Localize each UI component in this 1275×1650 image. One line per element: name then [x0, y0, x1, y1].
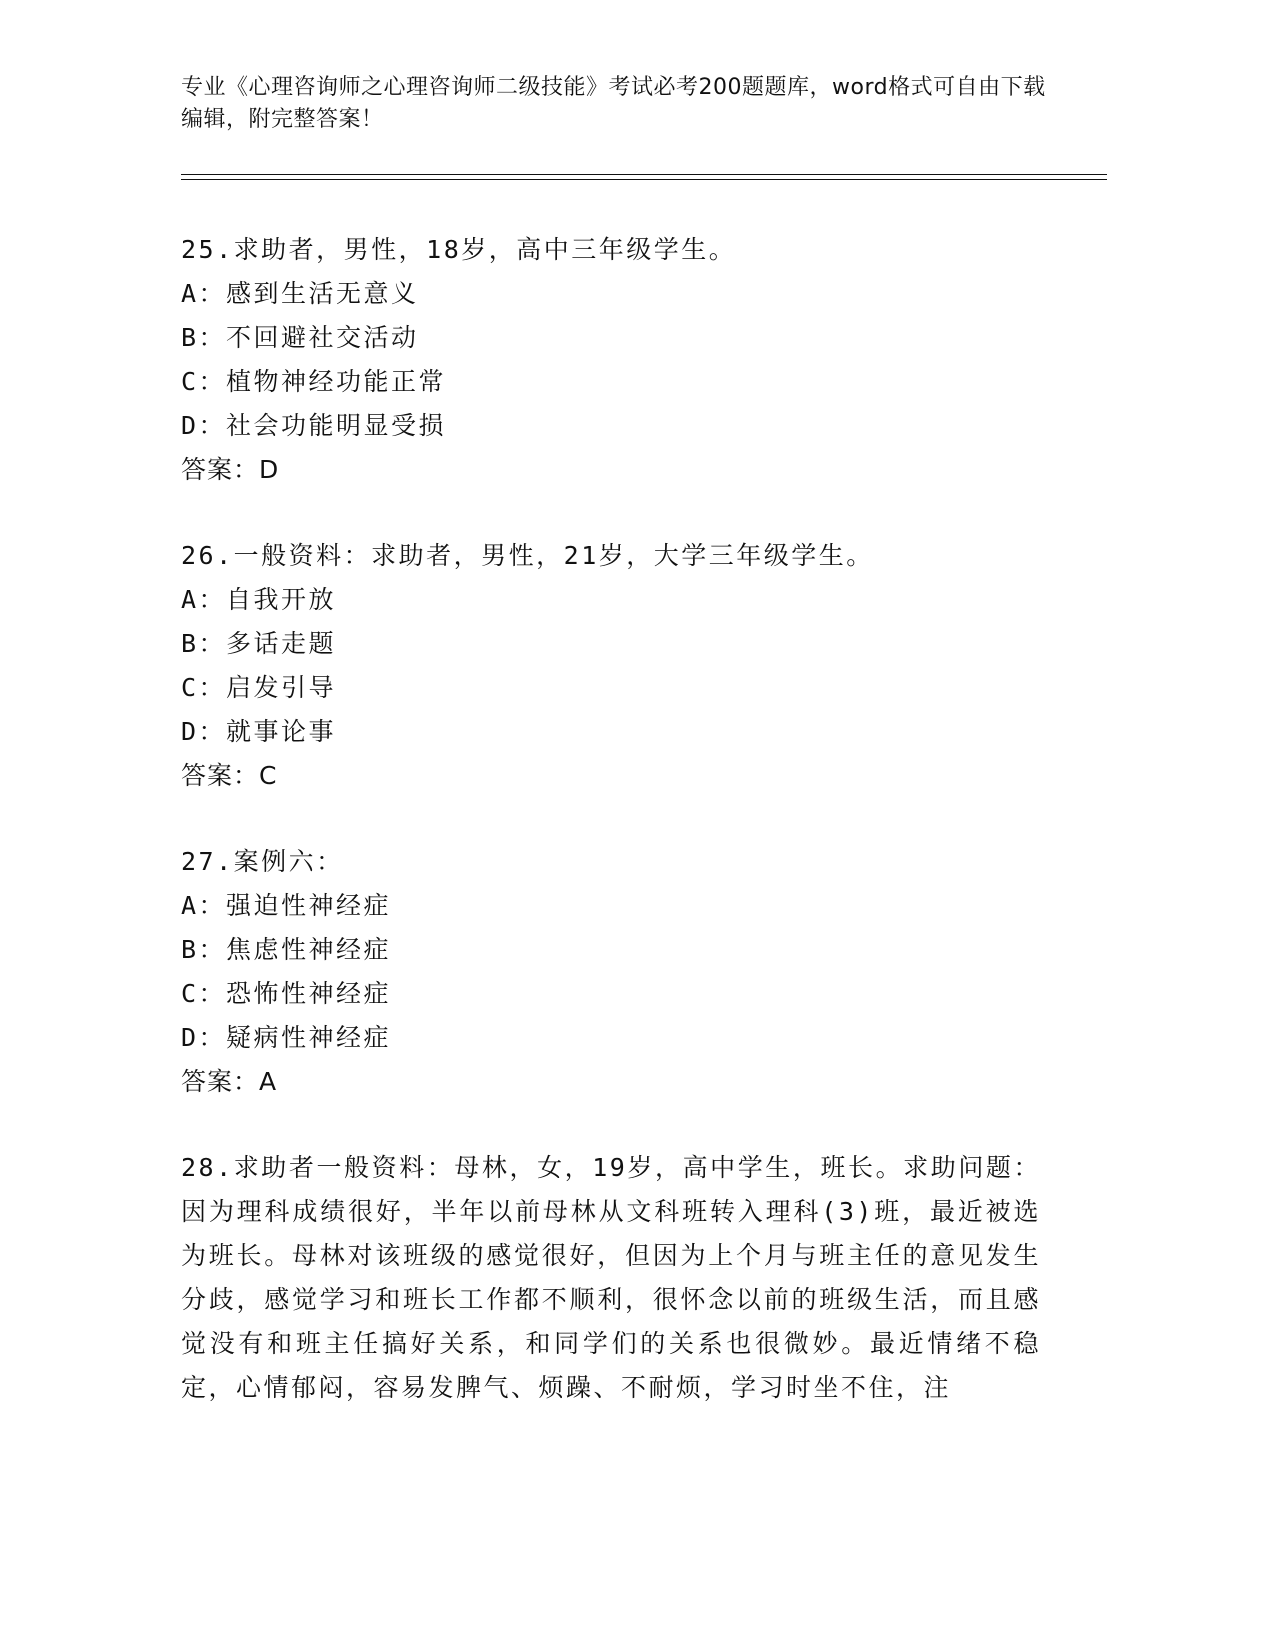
answer-line: 答案：C: [181, 761, 278, 790]
question-25: [181, 228, 1061, 492]
question-28: [181, 1146, 1061, 1410]
option-b: B：不回避社交活动: [181, 323, 419, 352]
option-c: C：恐怖性神经症: [181, 979, 392, 1008]
option-c: C：植物神经功能正常: [181, 367, 447, 396]
question-list: [181, 228, 1061, 1452]
answer-line: 答案：D: [181, 455, 280, 484]
option-d: D：社会功能明显受损: [181, 411, 447, 440]
question-stem: 25.求助者，男性，18岁，高中三年级学生。: [181, 235, 737, 264]
answer-line: 答案：A: [181, 1067, 278, 1096]
option-d: D：疑病性神经症: [181, 1023, 392, 1052]
question-stem-long: 28.求助者一般资料：母林，女，19岁，高中学生，班长。求助问题：因为理科成绩很好，半年以前母林从文科班转入理科(3)班，最近被选为班长。母林对该班级的感觉很好，但因为上个月与班主任的意见发生分歧，感觉学习和班长工作都不顺利，很怀念以前的班级生活，而且感觉没有和班主任搞好关系，和同学们的关系也很微妙。最近情绪不稳定，心情郁闷，容易发脾气、烦躁、不耐烦，学习时坐不住，注: [181, 1153, 1041, 1402]
option-a: A：自我开放: [181, 585, 337, 614]
option-a: A：感到生活无意义: [181, 279, 419, 308]
question-stem: 26.一般资料：求助者，男性，21岁，大学三年级学生。: [181, 541, 874, 570]
option-a: A：强迫性神经症: [181, 891, 392, 920]
document-header: 专业《心理咨询师之心理咨询师二级技能》考试必考200题题库，word格式可自由下载编辑，附完整答案！: [181, 75, 1046, 132]
question-26: [181, 534, 1061, 798]
option-c: C：启发引导: [181, 673, 337, 702]
option-b: B：焦虑性神经症: [181, 935, 392, 964]
option-b: B：多话走题: [181, 629, 337, 658]
header-rule-bottom: [181, 179, 1107, 180]
question-27: [181, 840, 1061, 1104]
header-rule-top: [181, 174, 1107, 175]
option-d: D：就事论事: [181, 717, 337, 746]
question-stem: 27.案例六：: [181, 847, 344, 876]
